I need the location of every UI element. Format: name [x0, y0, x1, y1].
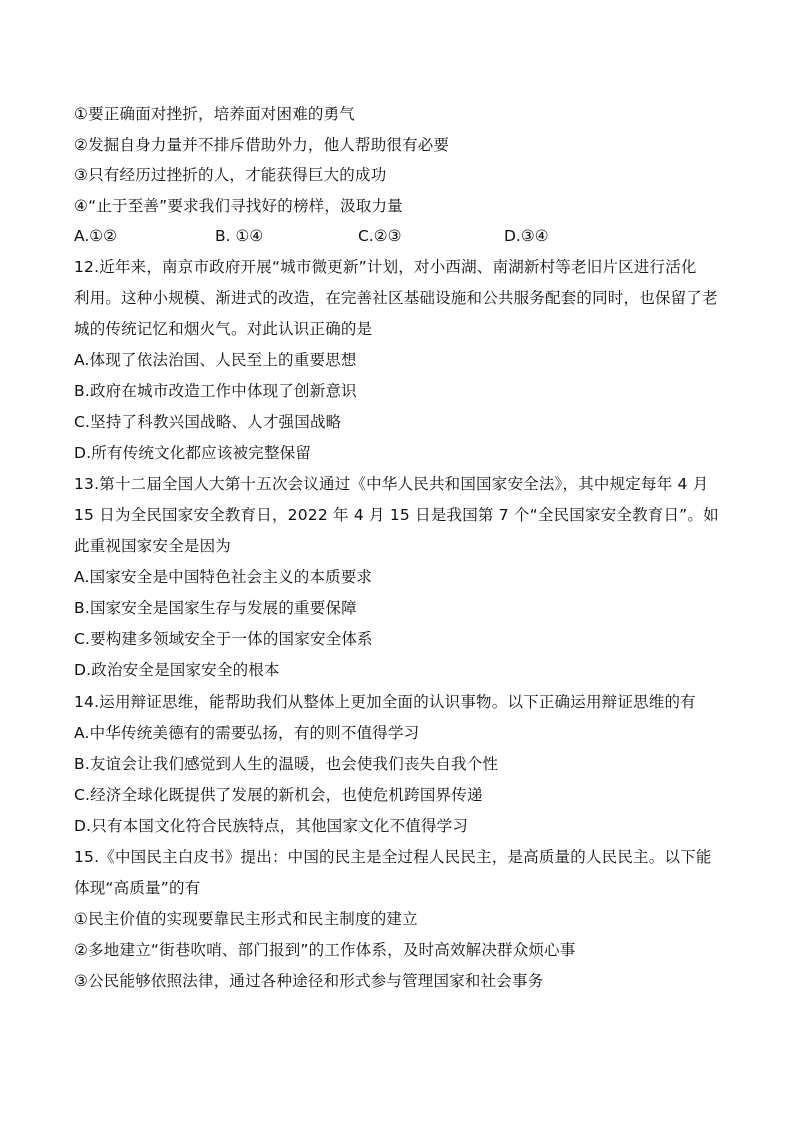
q12-option-c: C.坚持了科教兴国战略、人才强国战略: [74, 413, 342, 431]
q15-stem-line-1: 15.《中国民主白皮书》提出：中国的民主是全过程人民民主，是高质量的人民民主。以下能: [74, 848, 712, 866]
q11-option-d: D.③④: [504, 227, 549, 245]
q13-stem-line-1: 13.第十二届全国人大第十五次会议通过《中华人民共和国国家安全法》，其中规定每年 4 月: [74, 475, 709, 493]
q12-option-a: A.体现了依法治国、人民至上的重要思想: [74, 351, 357, 369]
q11-option-c: C.②③: [358, 227, 402, 245]
q13-stem-line-3: 此重视国家安全是因为: [74, 537, 232, 555]
q12-stem-line-1: 12.近年来，南京市政府开展“城市微更新”计划，对小西湖、南湖新村等老旧片区进行活化: [74, 258, 697, 276]
q15-stem-line-2: 体现“高质量”的有: [74, 879, 201, 897]
q12-stem-line-3: 城的传统记忆和烟火气。对此认识正确的是: [74, 320, 373, 338]
q14-option-b: B.友谊会让我们感觉到人生的温暖，也会使我们丧失自我个性: [74, 755, 499, 773]
q13-option-c: C.要构建多领域安全于一体的国家安全体系: [74, 630, 373, 648]
q15-statement-2: ②多地建立“街巷吹哨、部门报到”的工作体系，及时高效解决群众烦心事: [74, 941, 576, 959]
q11-statement-3: ③只有经历过挫折的人，才能获得巨大的成功: [74, 166, 387, 184]
q11-option-a: A.①②: [74, 227, 118, 245]
q15-statement-1: ①民主价值的实现要靠民主形式和民主制度的建立: [74, 910, 418, 928]
q11-statement-4: ④“止于至善”要求我们寻找好的榜样，汲取力量: [74, 197, 403, 215]
q13-option-b: B.国家安全是国家生存与发展的重要保障: [74, 599, 357, 617]
q11-statement-2: ②发掘自身力量并不排斥借助外力，他人帮助很有必要: [74, 136, 450, 154]
q13-stem-line-2: 15 日为全民国家安全教育日，2022 年 4 月 15 日是我国第 7 个“全民国家安全教育日”。如: [74, 506, 719, 524]
q14-stem-line-1: 14.运用辩证思维，能帮助我们从整体上更加全面的认识事物。以下正确运用辩证思维的有: [74, 693, 696, 711]
q13-option-d: D.政治安全是国家安全的根本: [74, 661, 280, 679]
q15-statement-3: ③公民能够依照法律，通过各种途径和形式参与管理国家和社会事务: [74, 972, 544, 990]
q12-stem-line-2: 利用。这种小规模、渐进式的改造，在完善社区基础设施和公共服务配套的同时，也保留了老: [74, 289, 718, 307]
q12-option-d: D.所有传统文化都应该被完整保留: [74, 444, 312, 462]
q12-option-b: B.政府在城市改造工作中体现了创新意识: [74, 382, 357, 400]
q14-option-a: A.中华传统美德有的需要弘扬，有的则不值得学习: [74, 724, 420, 742]
q14-option-d: D.只有本国文化符合民族特点，其他国家文化不值得学习: [74, 817, 469, 835]
q11-statement-1: ①要正确面对挫折，培养面对困难的勇气: [74, 105, 355, 123]
q11-option-b: B. ①④: [215, 227, 264, 245]
q11-options: [74, 225, 734, 247]
q14-option-c: C.经济全球化既提供了发展的新机会，也使危机跨国界传递: [74, 786, 483, 804]
q13-option-a: A.国家安全是中国特色社会主义的本质要求: [74, 568, 373, 586]
